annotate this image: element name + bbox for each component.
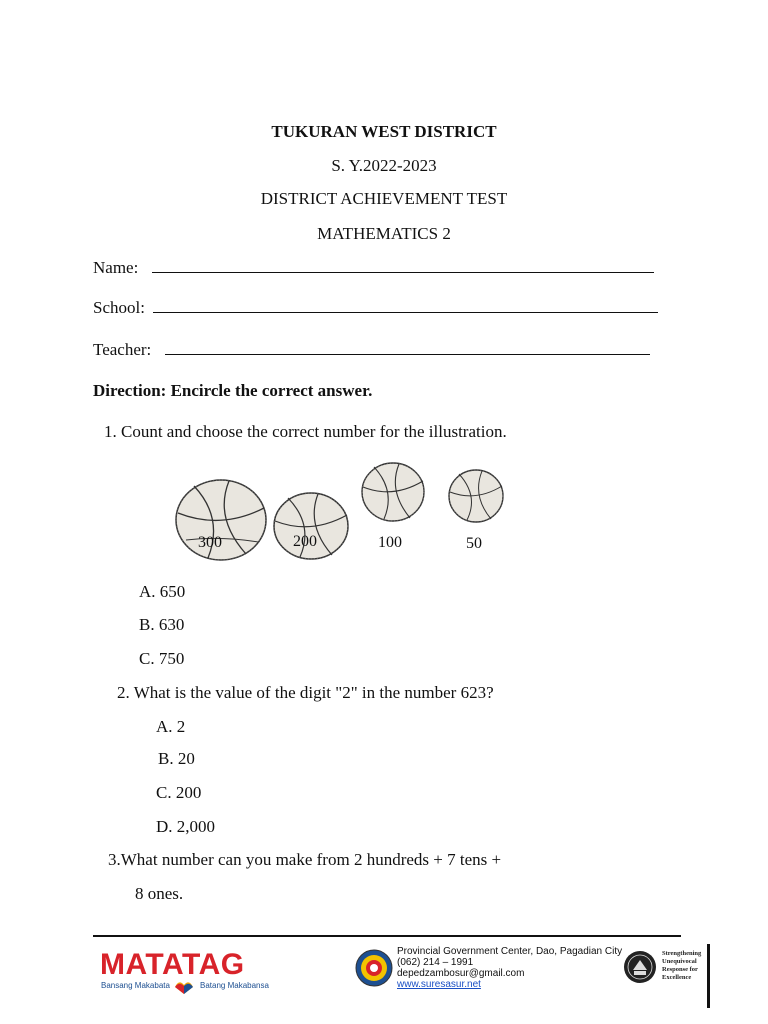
slogan-line: Unequivocal [662,958,697,965]
teacher-row [93,340,650,360]
deped-seal-icon [355,949,393,987]
basketball-icon [360,461,426,523]
school-year: S. Y.2022-2023 [331,156,437,175]
sure-sa-sur-seal-icon [623,950,657,984]
answer-choice[interactable]: D. 2,000 [156,817,216,836]
school-row [93,298,658,318]
answer-choice[interactable]: A. 2 [156,717,186,736]
test-title: DISTRICT ACHIEVEMENT TEST [260,189,508,208]
direction-text: Direction: Encircle the correct answer. [93,381,373,400]
school-label: School: [93,298,145,317]
tagline-left: Bansang Makabata [101,981,170,990]
slogan-line: Response for [662,966,698,973]
contact-phone: (062) 214 – 1991 [397,957,474,968]
question-3-text: 3.What number can you make from 2 hundreds + 7 tens + [108,850,502,869]
district-title: TUKURAN WEST DISTRICT [271,122,497,141]
logo-wordmark: MATATAG [100,948,245,981]
hands-heart-icon [173,977,195,995]
ball-value-label: 50 [466,535,482,552]
answer-choice[interactable]: B. 20 [158,749,195,768]
ball-value-label: 300 [198,534,222,551]
slogan-line: Excellence [662,974,692,981]
subject-title: MATHEMATICS 2 [317,224,451,243]
question-3-text-cont: 8 ones. [135,884,184,903]
footer-vertical-bar [707,944,710,1008]
contact-address: Provincial Government Center, Dao, Pagadian City [397,946,623,957]
tagline-right: Batang Makabansa [200,981,269,990]
contact-block [397,946,622,990]
answer-choice[interactable]: B. 630 [139,615,185,634]
school-line[interactable] [153,298,658,313]
name-row [93,258,654,278]
answer-choice[interactable]: C. 750 [139,649,185,668]
question-2-text: 2. What is the value of the digit "2" in the number 623? [117,683,494,702]
footer-divider [93,935,681,937]
teacher-label: Teacher: [93,340,152,359]
name-label: Name: [93,258,139,277]
ball-value-label: 100 [378,534,402,551]
answer-choice[interactable]: C. 200 [156,783,202,802]
name-line[interactable] [152,258,654,273]
website-link[interactable]: www.suresasur.net [397,979,481,990]
slogan-block [662,950,701,982]
basketball-icon [447,468,505,524]
teacher-line[interactable] [165,340,650,355]
answer-choice[interactable]: A. 650 [139,582,186,601]
ball-value-label: 200 [293,533,317,550]
contact-email: depedzambosur@gmail.com [397,968,525,979]
slogan-line: Strengthening [662,950,702,957]
question-1-text: 1. Count and choose the correct number for the illustration. [104,422,507,441]
